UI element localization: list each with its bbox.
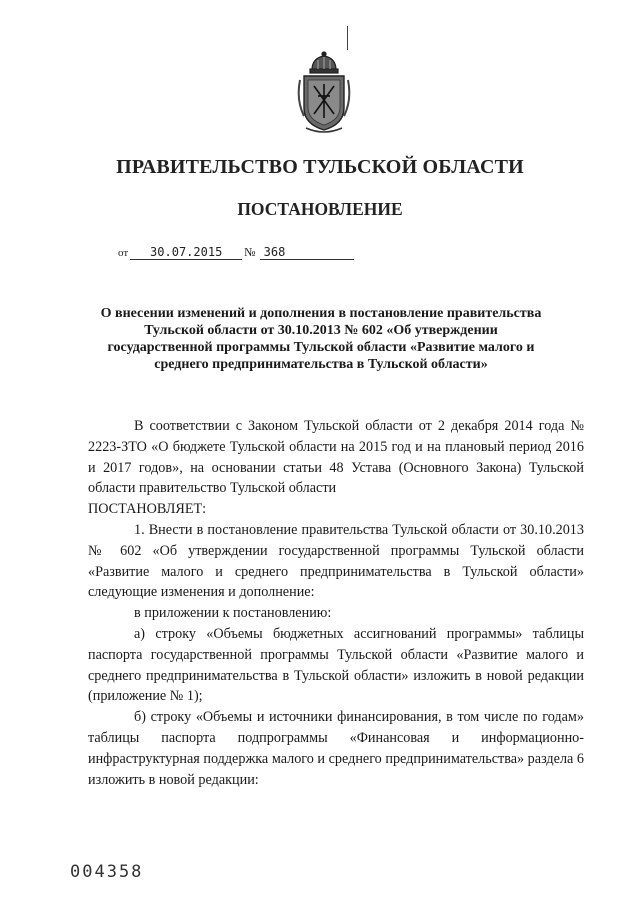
date-label: от: [118, 247, 129, 259]
date-number-line: [118, 244, 354, 260]
paragraph-preamble: В соответствии с Законом Тульской области от 2 декабря 2014 года № 2223-ЗТО «О бюджете Тульской области на 2015 год и на плановый период 2016 и 2017 годов», на основании статьи 48 Устава (Основного Закона) Тульской области правительство Тульской области: [88, 418, 584, 497]
scan-artifact-line: [347, 26, 348, 50]
paragraph-item-b: б) строку «Объемы и источники финансирования, в том числе по годам» таблицы паспорта подпрограммы «Финансовая и информационно-инфраструктурная поддержка малого и среднего предпринимательства» раздела 6 изложить в новой редакции:: [88, 709, 584, 788]
number-value: 368: [260, 245, 354, 260]
document-type: ПОСТАНОВЛЕНИЕ: [237, 199, 403, 219]
paragraph-item-1: 1. Внести в постановление правительства Тульской области от 30.10.2013 № 602 «Об утверждении государственной программы Тульской области «Развитие малого и среднего предпринимательства в Тульской области» следующие изменения и дополнение:: [88, 521, 584, 601]
registration-number: 004358: [70, 862, 144, 882]
document-body: [88, 416, 584, 790]
document-heading: О внесении изменений и дополнения в постановление правительства Тульской области от 30.10.2013 № 602 «Об утверждении государственной программы Тульской области «Развитие малого и среднего предпринимательства в Тульской области»: [100, 306, 542, 372]
number-label: №: [244, 245, 256, 259]
paragraph-appendix-intro: в приложении к постановлению:: [134, 605, 332, 622]
paragraph-item-a: а) строку «Объемы бюджетных ассигнований программы» таблицы паспорта государственной программы Тульской области «Развитие малого и среднего предпринимательства в Тульской области» изложить в новой редакции (приложение № 1);: [88, 625, 584, 705]
government-title: ПРАВИТЕЛЬСТВО ТУЛЬСКОЙ ОБЛАСТИ: [116, 156, 524, 178]
date-value: 30.07.2015: [130, 245, 242, 260]
paragraph-resolves: ПОСТАНОВЛЯЕТ:: [88, 501, 207, 518]
tula-coat-of-arms-icon: [296, 50, 352, 134]
